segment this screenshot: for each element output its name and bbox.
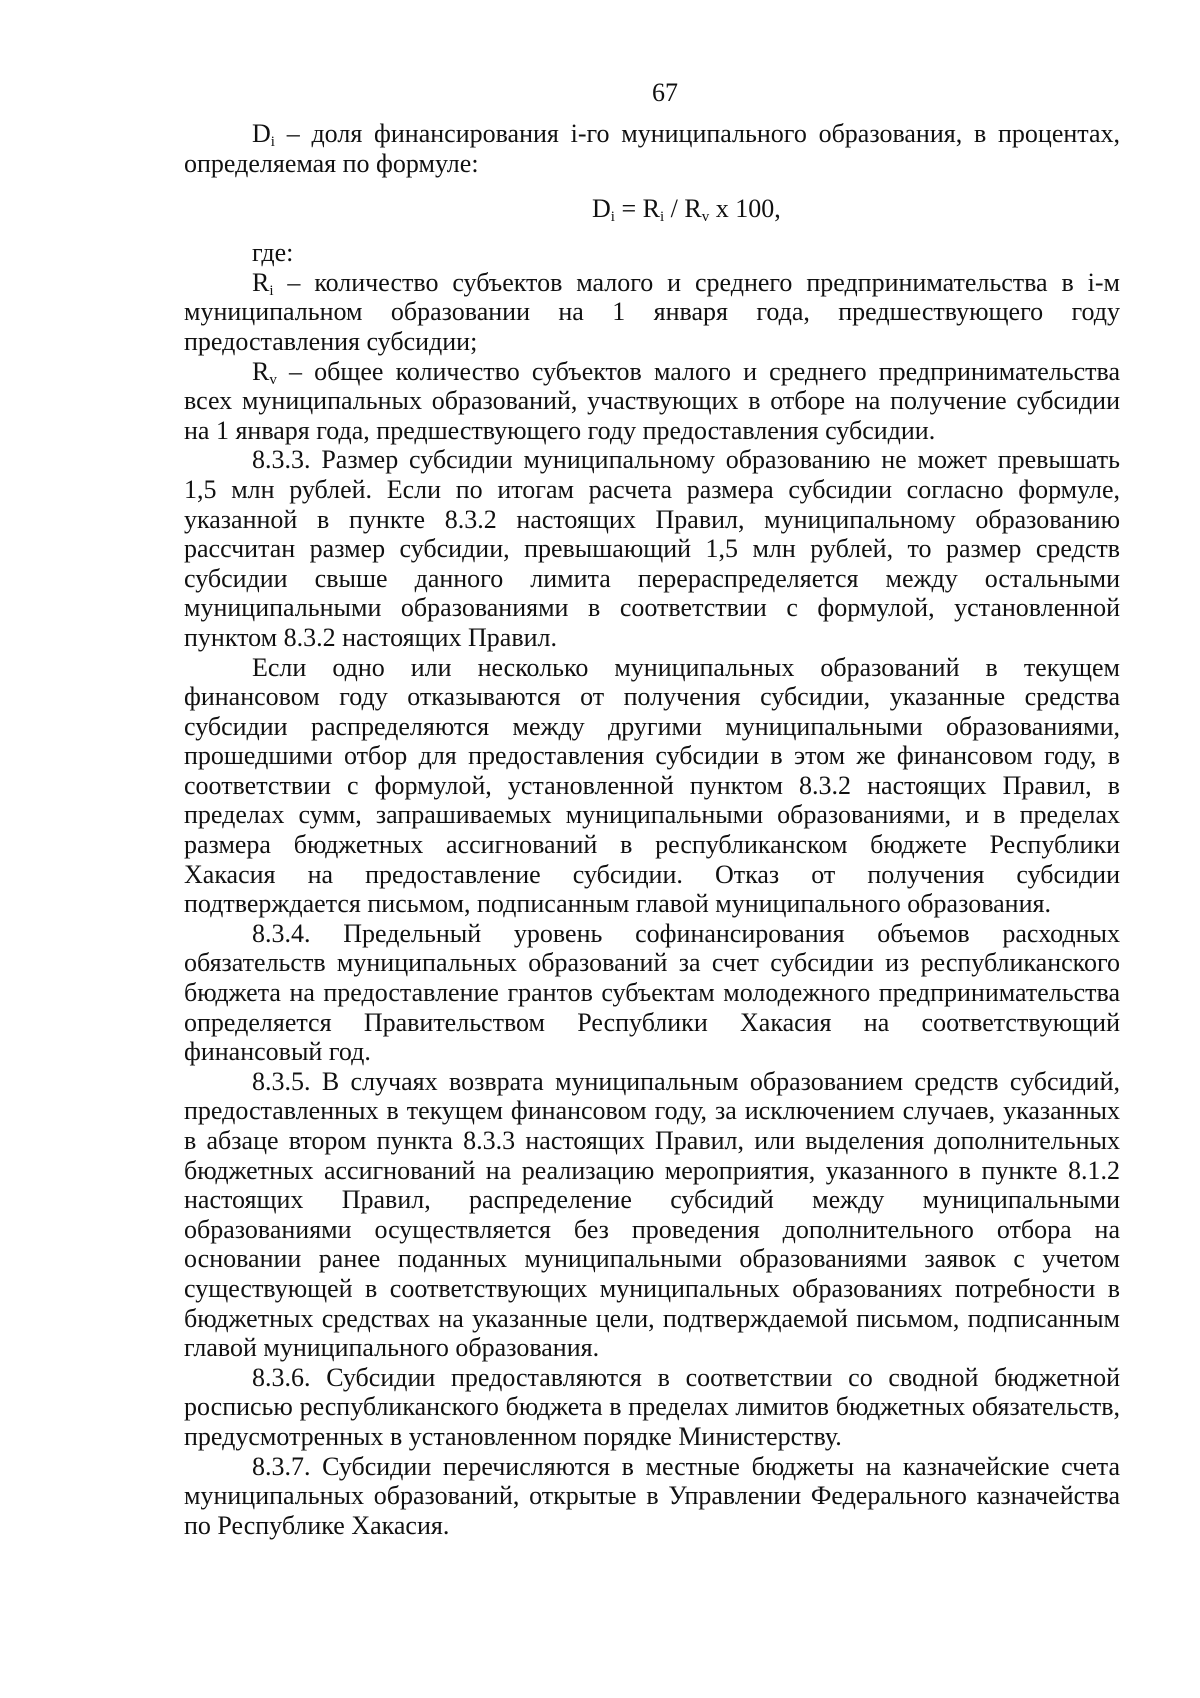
intro-paragraph bbox=[184, 119, 1120, 178]
document-body bbox=[184, 119, 1120, 1540]
formula-lhs: D bbox=[592, 194, 611, 224]
formula bbox=[592, 194, 781, 224]
intro-text: – доля финансирования i-го муниципального образования, в процентах, определяемая по формуле: bbox=[184, 119, 1120, 178]
d-symbol: D bbox=[252, 119, 271, 148]
d-subscript: i bbox=[270, 134, 275, 150]
formula-block bbox=[184, 194, 1120, 238]
ri-definition bbox=[184, 268, 1120, 357]
rv-definition bbox=[184, 357, 1120, 446]
ri-symbol: R bbox=[252, 267, 270, 297]
formula-eq: = R bbox=[614, 194, 660, 224]
ri-text: – количество субъектов малого и среднего предпринимательства в i-м муниципальном образовании на 1 января года, предшествующего году предоставления субсидии; bbox=[184, 267, 1120, 356]
page-number: 67 bbox=[652, 78, 678, 107]
rv-symbol: R bbox=[252, 356, 270, 386]
paragraph-8-3-4: 8.3.4. Предельный уровень софинансирования объемов расходных обязательств муниципальных образований за счет субсидии из республиканского бюджета на предоставление грантов субъектам молодежного предпринимательства определяется Правительством Республики Хакасия на соответствующий финансовый год. bbox=[184, 918, 1120, 1067]
paragraph-8-3-7: 8.3.7. Субсидии перечисляются в местные бюджеты на казначейские счета муниципальных образований, открытые в Управлении Федерального казначейства по Республике Хакасия. bbox=[184, 1451, 1120, 1540]
formula-lhs-sub: i bbox=[610, 209, 615, 226]
where-label: где: bbox=[252, 238, 294, 268]
paragraph-refusal: Если одно или несколько муниципальных образований в текущем финансовом году отказываются от получения субсидии, указанные средства субсидии распределяются между другими муниципальными образованиями, прошедшими отбор для предоставления субсидии в этом же финансовом году, в соответствии с формулой, установленной пунктом 8.3.2 настоящих Правил, в пределах сумм, запрашиваемых муниципальными образованиями, и в пределах размера бюджетных ассигнований в республиканском бюджете Республики Хакасия на предоставление субсидии. Отказ от получения субсидии подтверждается письмом, подписанным главой муниципального образования. bbox=[184, 652, 1120, 919]
formula-r1-sub: i bbox=[659, 209, 665, 226]
rv-text: – общее количество субъектов малого и среднего предпринимательства всех муниципальных образований, участвующих в отборе на получение субсидии на 1 января года, предшествующего году предоставления субсидии. bbox=[184, 356, 1120, 445]
formula-r2-sub: v bbox=[701, 209, 710, 226]
ri-subscript: i bbox=[269, 282, 274, 299]
paragraph-8-3-3: 8.3.3. Размер субсидии муниципальному образованию не может превышать 1,5 млн рублей. Если по итогам расчета размера субсидии согласно формуле, указанной в пункте 8.3.2 настоящих Правил, муниципальному образованию рассчитан размер субсидии, превышающий 1,5 млн рублей, то размер средств субсидии свыше данного лимита перераспределяется между остальными муниципальными образованиями в соответствии с формулой, установленной пунктом 8.3.2 настоящих Правил. bbox=[184, 445, 1120, 652]
paragraph-8-3-5: 8.3.5. В случаях возврата муниципальным образованием средств субсидий, предоставленных в текущем финансовом году, за исключением случаев, указанных в абзаце втором пункта 8.3.3 настоящих Правил, или выделения дополнительных бюджетных ассигнований на реализацию мероприятия, указанного в пункте 8.1.2 настоящих Правил, распределение субсидий между муниципальными образованиями осуществляется без проведения дополнительного отбора на основании ранее поданных муниципальными образованиями заявок с учетом существующей в соответствующих муниципальных образованиях потребности в бюджетных средствах на указанные цели, подтверждаемой письмом, подписанным главой муниципального образования. bbox=[184, 1066, 1120, 1363]
formula-tail: x 100, bbox=[709, 194, 781, 224]
paragraph-8-3-6: 8.3.6. Субсидии предоставляются в соответствии со сводной бюджетной росписью республиканского бюджета в пределах лимитов бюджетных обязательств, предусмотренных в установленном порядке Министерству. bbox=[184, 1362, 1120, 1451]
rv-subscript: v bbox=[269, 371, 277, 388]
formula-div: / R bbox=[664, 194, 702, 224]
